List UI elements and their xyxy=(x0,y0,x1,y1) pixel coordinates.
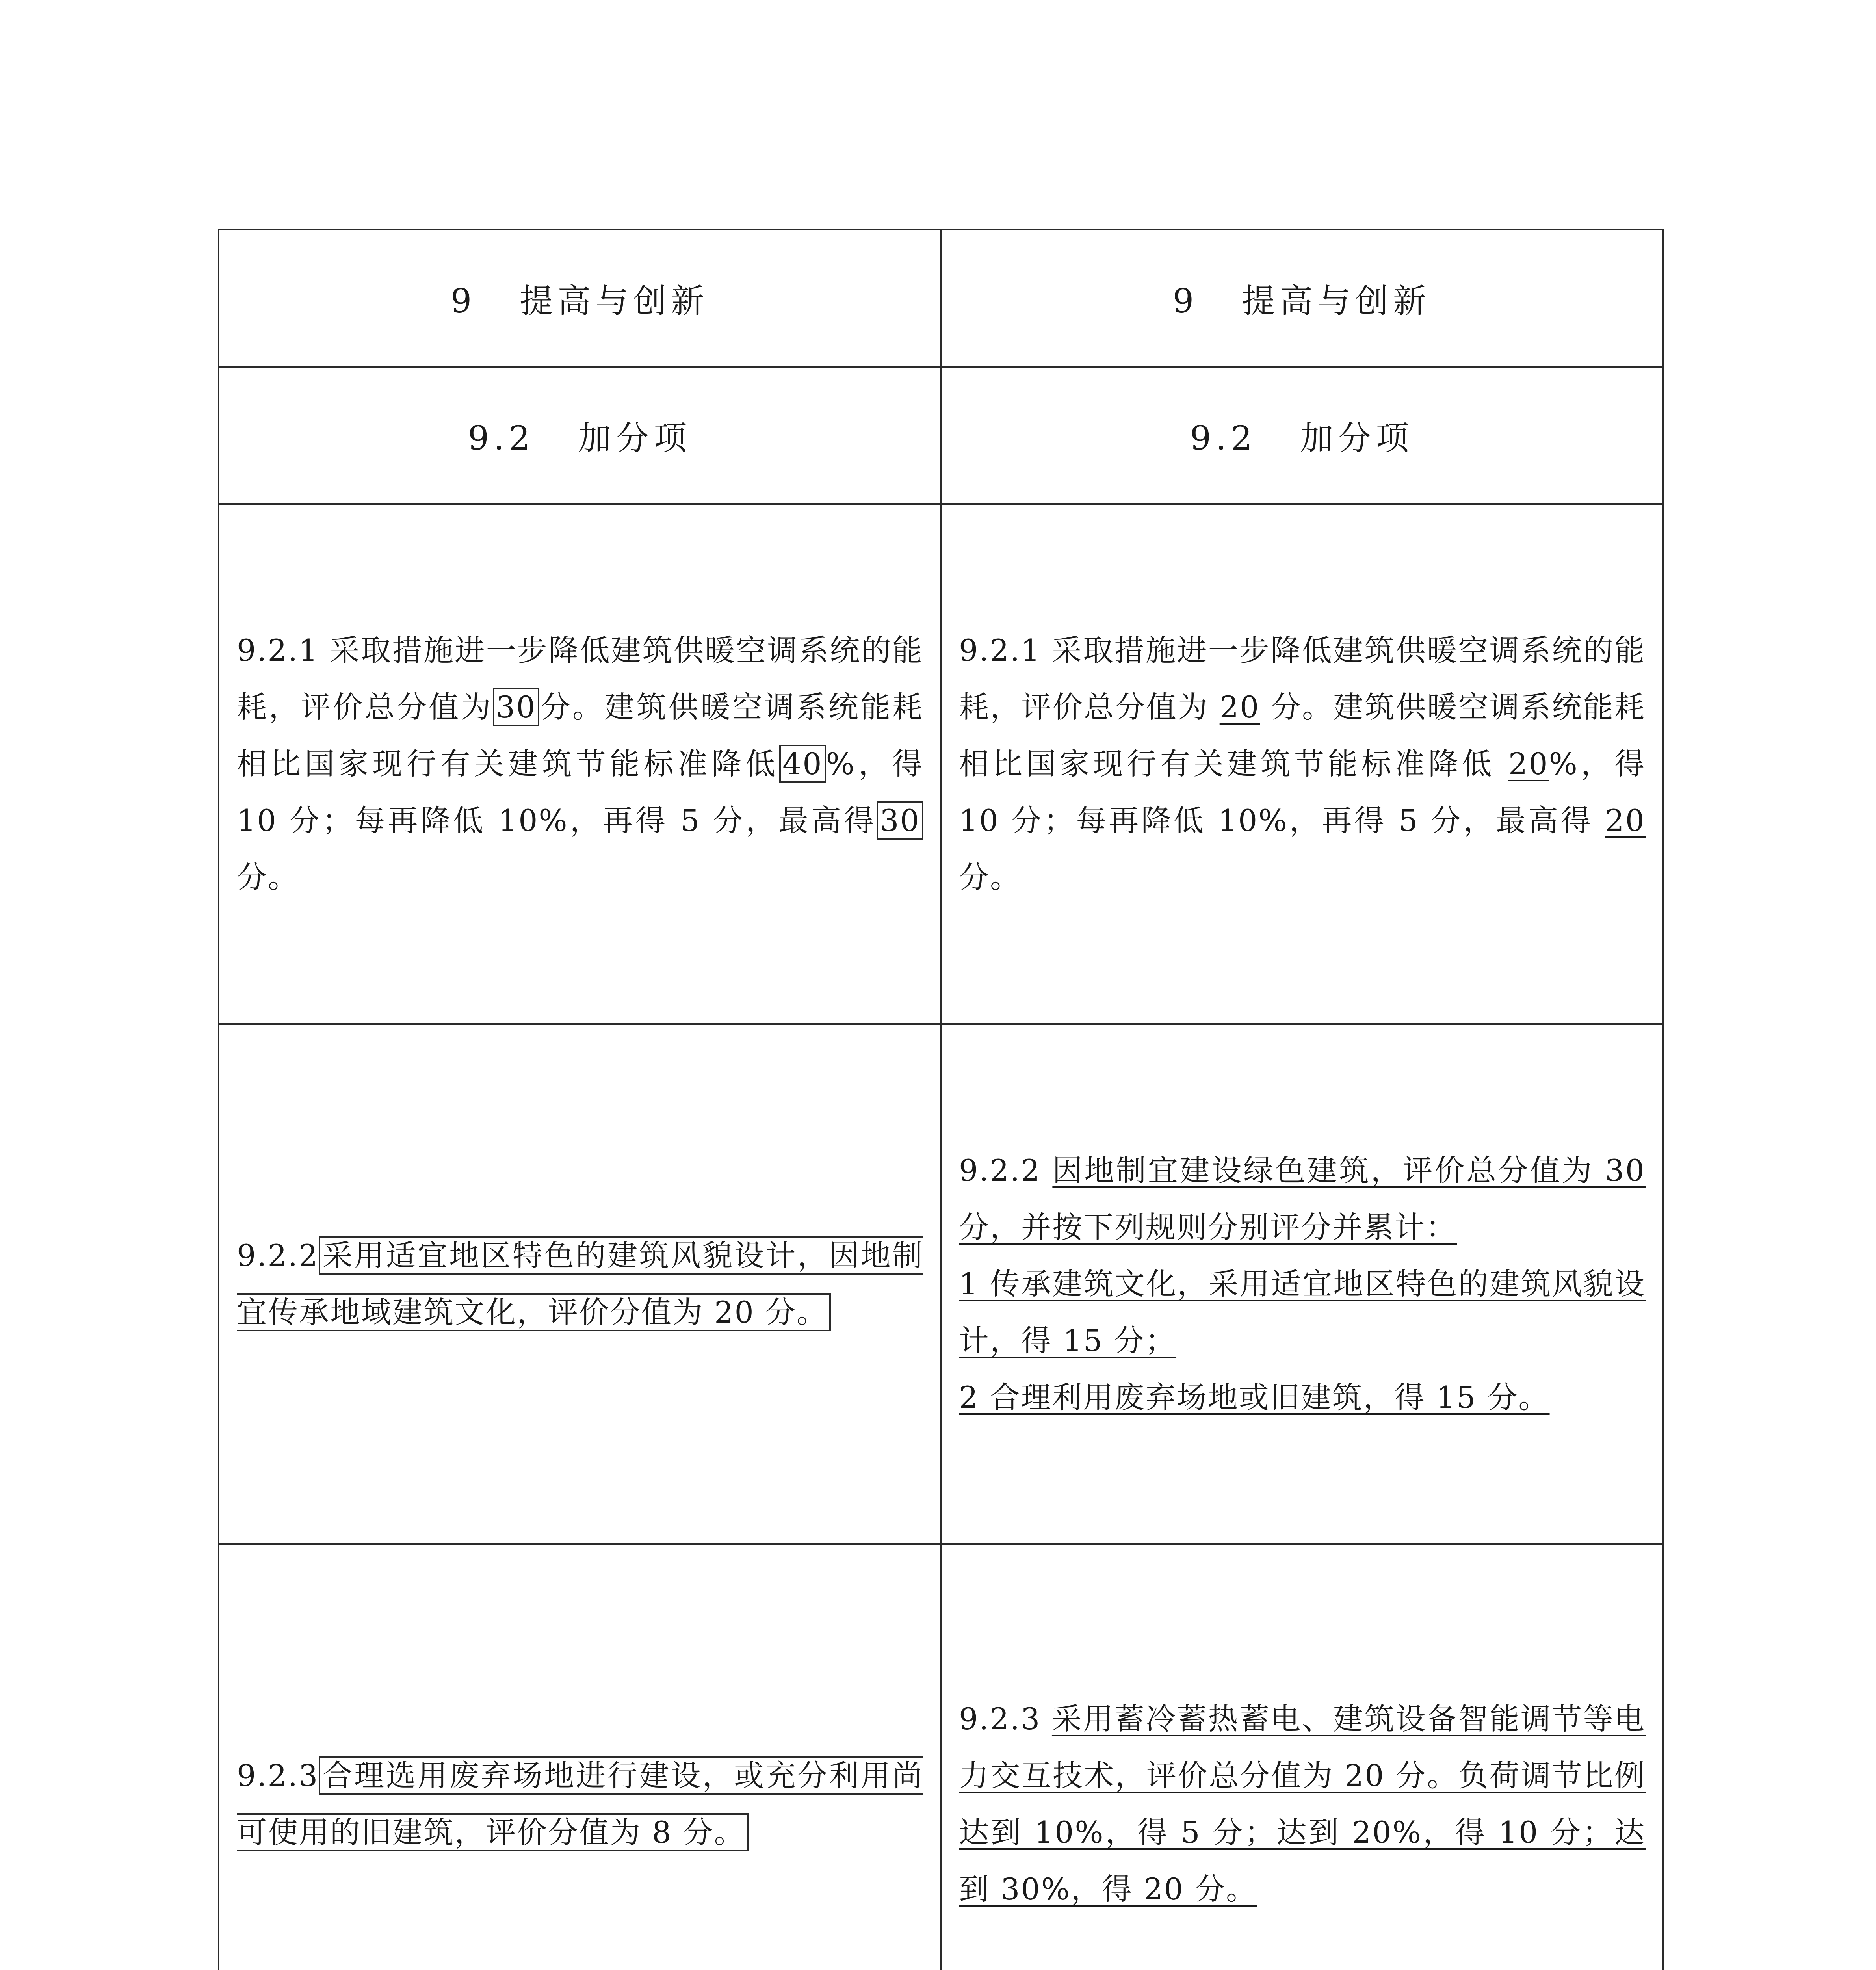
clause-text: 9.2.1 采取措施进一步降低建筑供暖空调系统的能耗，评价总分值为 xyxy=(959,633,1646,725)
clause-text: 分。建筑供暖空调系统能耗相比国家现行有关建筑节能标准降低 xyxy=(959,690,1646,781)
deleted-text-boxed: 采用适宜地区特色的建筑风貌设计，因地制宜传承地域建筑文化，评价分值为 20 分。 xyxy=(237,1236,923,1331)
added-text-underlined: 因地制宜建设绿色建筑，评价总分值为 30 分，并按下列规则分别评分并累计： xyxy=(959,1153,1646,1245)
clause-9-2-3-new xyxy=(941,1544,1663,1970)
clause-text: 分。 xyxy=(237,860,299,895)
changed-value-boxed: 30 xyxy=(493,688,540,726)
section-header-left xyxy=(219,367,941,504)
clause-9-2-3-old xyxy=(219,1544,941,1970)
clause-row-9-2-3 xyxy=(219,1544,1663,1970)
clause-text: 分。建筑供暖空调系统能耗相比国家现行有关建筑节能标准降低 xyxy=(237,690,924,781)
section-number: 9.2 xyxy=(1190,418,1257,457)
section-header-row xyxy=(219,367,1663,504)
added-item-2: 2 合理利用废弃场地或旧建筑，得 15 分。 xyxy=(959,1380,1550,1415)
section-number: 9.2 xyxy=(468,418,535,457)
chapter-number: 9 xyxy=(450,281,477,320)
section-title: 加分项 xyxy=(578,418,692,457)
section-title: 加分项 xyxy=(1300,418,1414,457)
changed-value-boxed: 40 xyxy=(779,745,826,783)
clause-row-9-2-2 xyxy=(219,1024,1663,1544)
chapter-header-left xyxy=(219,230,941,367)
clause-row-9-2-1 xyxy=(219,504,1663,1024)
section-header-right xyxy=(941,367,1663,504)
clause-9-2-2-new xyxy=(941,1024,1663,1544)
clause-9-2-1-new xyxy=(941,504,1663,1024)
clause-number: 9.2.3 xyxy=(959,1701,1041,1736)
added-item-1: 1 传承建筑文化，采用适宜地区特色的建筑风貌设计，得 15 分； xyxy=(959,1266,1646,1358)
comparison-table xyxy=(218,229,1664,1970)
chapter-title: 提高与创新 xyxy=(520,281,709,320)
clause-text: %，得 10 分；每再降低 10%，再得 5 分，最高得 xyxy=(237,746,924,838)
clause-text: 分。 xyxy=(959,860,1021,895)
clause-number: 9.2.3 xyxy=(237,1758,319,1793)
chapter-title: 提高与创新 xyxy=(1242,281,1431,320)
changed-value-underlined: 20 xyxy=(1508,746,1549,781)
clause-number: 9.2.2 xyxy=(959,1153,1041,1188)
added-text-underlined: 采用蓄冷蓄热蓄电、建筑设备智能调节等电力交互技术，评价总分值为 20 分。负荷调节比例达到 10%，得 5 分；达到 20%，得 10 分；达到 30%，得 20 分。 xyxy=(959,1701,1646,1907)
chapter-header-row xyxy=(219,230,1663,367)
clause-9-2-2-old xyxy=(219,1024,941,1544)
changed-value-underlined: 20 xyxy=(1219,690,1260,725)
changed-value-underlined: 20 xyxy=(1605,803,1646,838)
chapter-number: 9 xyxy=(1172,281,1199,320)
changed-value-boxed: 30 xyxy=(877,801,923,840)
clause-number: 9.2.2 xyxy=(237,1238,319,1273)
clause-9-2-1-old xyxy=(219,504,941,1024)
chapter-header-right xyxy=(941,230,1663,367)
clause-text: %，得 10 分；每再降低 10%，再得 5 分，最高得 xyxy=(959,746,1646,838)
deleted-text-boxed: 合理选用废弃场地进行建设，或充分利用尚可使用的旧建筑，评价分值为 8 分。 xyxy=(237,1756,923,1851)
clause-text: 9.2.1 采取措施进一步降低建筑供暖空调系统的能耗，评价总分值为 xyxy=(237,633,923,725)
